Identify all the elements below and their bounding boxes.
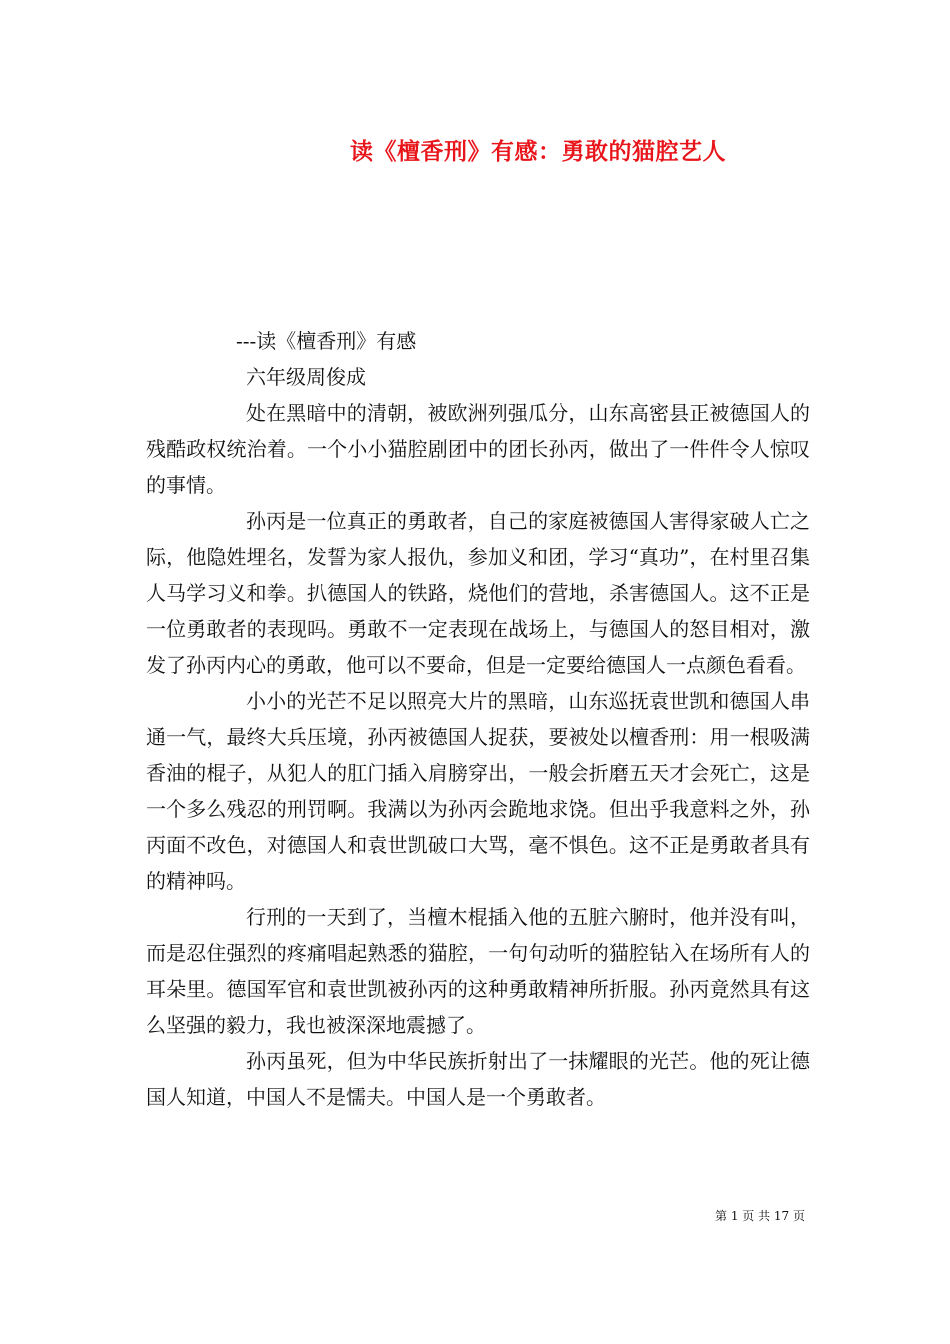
document-subtitle: ---读《檀香刑》有感	[236, 329, 417, 353]
paragraph-1: 处在黑暗中的清朝，被欧洲列强瓜分，山东高密县正被德国人的残酷政权统治着。一个小小猫腔剧团中的团长孙丙，做出了一件件令人惊叹的事情。	[146, 401, 810, 497]
page-number: 第 1 页 共 17 页	[715, 1209, 805, 1223]
paragraph-3: 小小的光芒不足以照亮大片的黑暗，山东巡抚袁世凯和德国人串通一气，最终大兵压境，孙丙被德国人捉获，要被处以檀香刑：用一根吸满香油的棍子，从犯人的肛门插入肩膀穿出，一般会折磨五天才会死亡，这是一个多么残忍的刑罚啊。我满以为孙丙会跪地求饶。但出乎我意料之外，孙丙面不改色，对德国人和袁世凯破口大骂，毫不惧色。这不正是勇敢者具有的精神吗。	[146, 689, 810, 893]
document-body	[146, 323, 810, 1115]
author-line: 六年级周俊成	[246, 365, 366, 389]
paragraph-2: 孙丙是一位真正的勇敢者，自己的家庭被德国人害得家破人亡之际，他隐姓埋名，发誓为家人报仇，参加义和团，学习“真功”，在村里召集人马学习义和拳。扒德国人的铁路，烧他们的营地，杀害德国人。这不正是一位勇敢者的表现吗。勇敢不一定表现在战场上，与德国人的怒目相对，激发了孙丙内心的勇敢，他可以不要命，但是一定要给德国人一点颜色看看。	[146, 509, 810, 677]
page-title: 读《檀香刑》有感：勇敢的猫腔艺人	[350, 138, 726, 165]
paragraph-5: 孙丙虽死，但为中华民族折射出了一抹耀眼的光芒。他的死让德国人知道，中国人不是懦夫。中国人是一个勇敢者。	[146, 1049, 810, 1109]
paragraph-4: 行刑的一天到了，当檀木棍插入他的五脏六腑时，他并没有叫，而是忍住强烈的疼痛唱起熟悉的猫腔，一句句动听的猫腔钻入在场所有人的耳朵里。德国军官和袁世凯被孙丙的这种勇敢精神所折服。孙丙竟然具有这么坚强的毅力，我也被深深地震撼了。	[146, 905, 810, 1037]
